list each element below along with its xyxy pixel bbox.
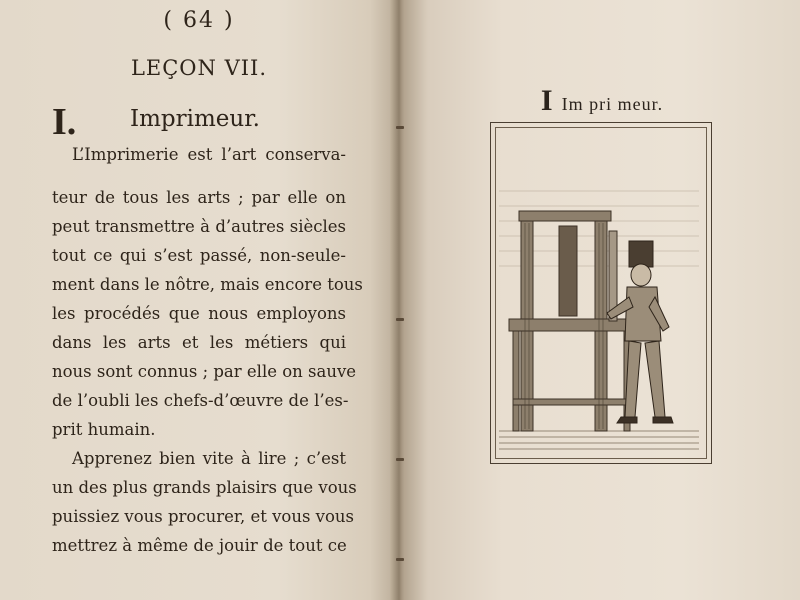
page-number: ( 64 ) — [163, 8, 235, 33]
body-line: les procédés que nous employons — [52, 304, 346, 323]
plate-initial: I — [540, 84, 554, 117]
body-line: mettrez à même de jouir de tout ce — [52, 536, 347, 555]
left-page — [0, 0, 398, 600]
binding-stitch — [396, 458, 404, 461]
body-line: un des plus grands plaisirs que vous — [52, 478, 357, 497]
binding-stitch — [396, 126, 404, 129]
printer-at-press-engraving — [499, 131, 699, 451]
body-line: teur de tous les arts ; par elle on — [52, 188, 346, 207]
body-line: puissiez vous procurer, et vous vous — [52, 507, 355, 526]
body-line: tout ce qui s’est passé, non-seule- — [52, 246, 346, 265]
section-title: Imprimeur. — [130, 106, 260, 132]
body-line: Apprenez bien vite à lire ; c’est — [72, 449, 346, 468]
right-page — [404, 0, 800, 600]
body-line: peut transmettre à d’autres siècles — [52, 217, 346, 236]
body-line: ment dans le nôtre, mais encore tous — [52, 275, 363, 294]
body-line: de l’oubli les chefs-d’œuvre de l’es- — [52, 391, 349, 410]
binding-stitch — [396, 558, 404, 561]
binding-stitch — [396, 318, 404, 321]
lesson-title: LEÇON VII. — [130, 56, 268, 80]
body-line: dans les arts et les métiers qui — [52, 333, 346, 352]
body-line: nous sont connus ; par elle on sauve — [52, 362, 357, 381]
body-line: L’Imprimerie est l’art conserva- — [72, 145, 346, 164]
plate-frame — [490, 122, 712, 464]
body-line: prit humain. — [52, 420, 156, 439]
section-numeral: I. — [52, 101, 77, 143]
plate-title — [404, 84, 800, 118]
plate-caption: Im pri meur. — [561, 94, 664, 114]
